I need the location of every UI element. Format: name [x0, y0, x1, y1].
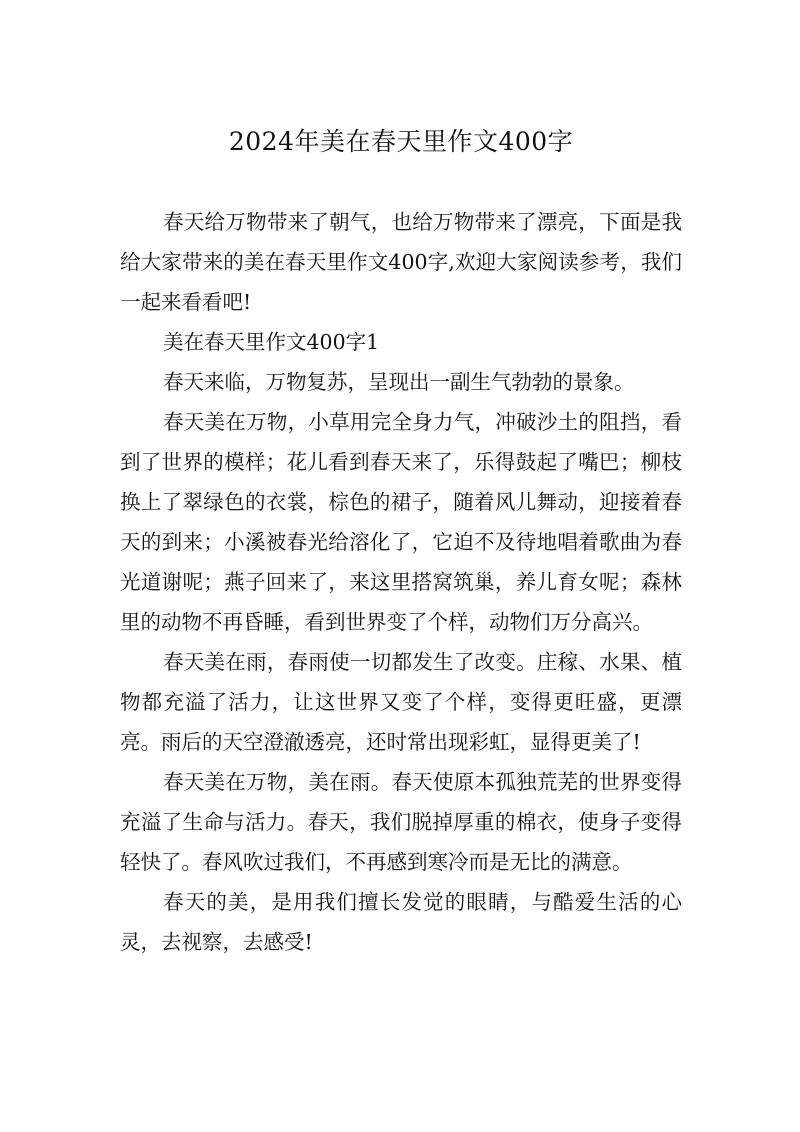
body-paragraph: 春天来临，万物复苏，呈现出一副生气勃勃的景象。 — [163, 370, 635, 394]
body-paragraph: 春天美在万物，小草用完全身力气，冲破沙土的阻挡，看到了世界的模样；花儿看到春天来了，乐得鼓起了嘴巴；柳枝换上了翠绿色的衣裳，棕色的裙子，随着风儿舞动，迎接着春天的到来；小溪被春光给溶化了，它迫不及待地唱着歌曲为春光道谢呢；燕子回来了，来这里搭窝筑巢，养儿育女呢；森林里的动物不再昏睡，看到世界变了个样，动物们万分高兴。 — [120, 410, 682, 634]
body-paragraph: 春天美在雨，春雨使一切都发生了改变。庄稼、水果、植物都充溢了活力，让这世界又变了个样，变得更旺盛，更漂亮。雨后的天空澄澈透亮，还时常出现彩虹，显得更美了! — [120, 650, 682, 754]
section-heading: 美在春天里作文400字1 — [163, 330, 380, 354]
intro-paragraph: 春天给万物带来了朝气，也给万物带来了漂亮，下面是我给大家带来的美在春天里作文400字,欢迎大家阅读参考，我们一起来看看吧! — [120, 210, 682, 314]
document-title: 2024年美在春天里作文400字 — [228, 127, 574, 156]
closing-paragraph: 春天的美，是用我们擅长发觉的眼睛，与酷爱生活的心灵，去视察，去感受! — [120, 890, 682, 954]
body-paragraph: 春天美在万物，美在雨。春天使原本孤独荒芜的世界变得充溢了生命与活力。春天，我们脱掉厚重的棉衣，使身子变得轻快了。春风吹过我们，不再感到寒冷而是无比的满意。 — [120, 770, 682, 874]
